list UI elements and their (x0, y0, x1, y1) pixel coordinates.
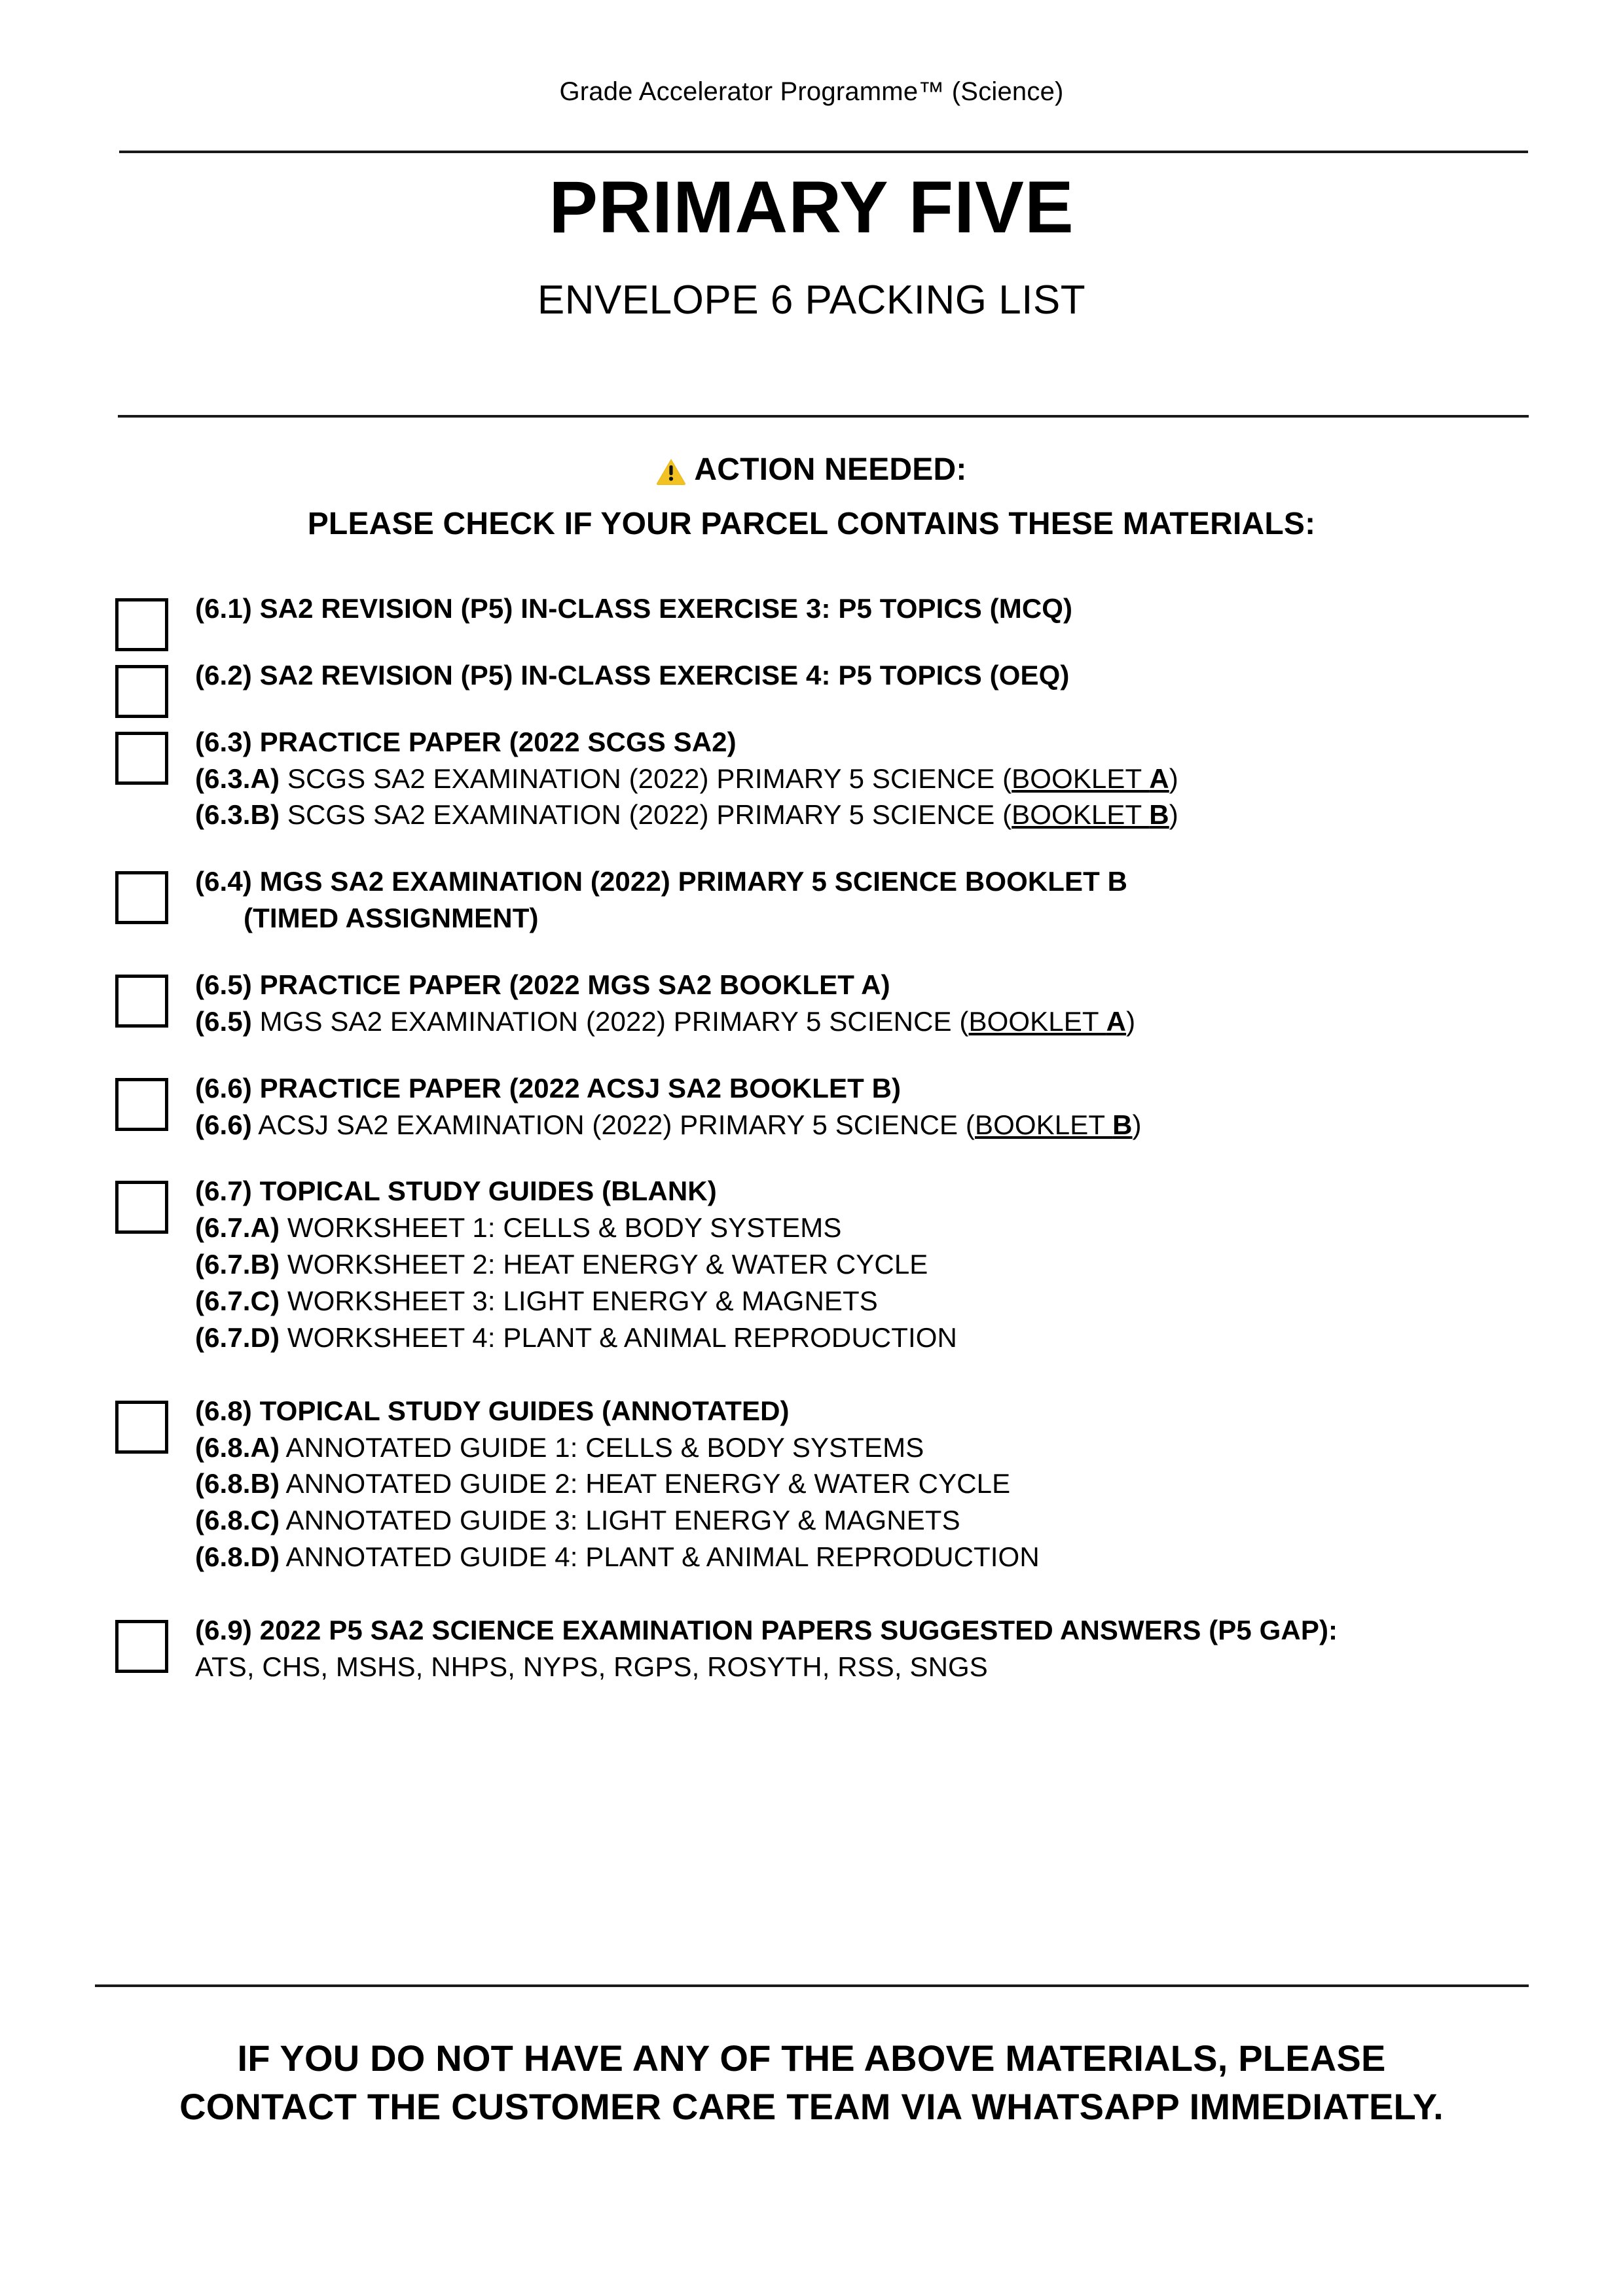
programme-header: Grade Accelerator Programme™ (Science) (559, 77, 1064, 106)
item-line (195, 863, 1542, 900)
item-spacer (115, 1040, 1542, 1070)
item-number: (6.7.D) (195, 1321, 280, 1353)
item-line (195, 1539, 1542, 1575)
item-text: ANNOTATED GUIDE 2: HEAT ENERGY & WATER CYCLE (280, 1468, 1011, 1499)
item-text: TOPICAL STUDY GUIDES (BLANK) (251, 1175, 717, 1207)
checkbox-6.4[interactable] (115, 871, 168, 924)
item-number: (6.3.B) (195, 799, 280, 831)
action-instruction: PLEASE CHECK IF YOUR PARCEL CONTAINS THESE MATERIALS: (307, 507, 1316, 541)
checklist-item-6.6 (115, 1070, 1542, 1143)
item-text-tail: ) (1132, 1109, 1142, 1140)
action-needed-label: ACTION NEEDED: (694, 452, 967, 487)
header-divider-top (119, 151, 1528, 153)
item-text: SA2 REVISION (P5) IN-CLASS EXERCISE 4: P5 TOPICS (OEQ) (251, 659, 1070, 691)
header-divider-bottom (118, 415, 1529, 418)
checkbox-6.6[interactable] (115, 1078, 168, 1131)
item-spacer (115, 1143, 1542, 1173)
item-text: ACSJ SA2 EXAMINATION (2022) PRIMARY 5 SCIENCE ( (251, 1109, 975, 1140)
item-number: (6.1) (195, 593, 252, 624)
item-spacer (115, 627, 1542, 657)
item-number: (6.8.B) (195, 1468, 280, 1499)
item-text: ATS, CHS, MSHS, NHPS, NYPS, RGPS, ROSYTH, RSS, SNGS (195, 1651, 988, 1682)
checklist-item-6.4 (115, 863, 1542, 937)
item-number: (6.6) (195, 1072, 252, 1103)
footer-divider (95, 1984, 1529, 1987)
item-number: (6.7.B) (195, 1249, 280, 1280)
item-text: ANNOTATED GUIDE 1: CELLS & BODY SYSTEMS (280, 1431, 924, 1463)
item-text: SCGS SA2 EXAMINATION (2022) PRIMARY 5 SCIENCE ( (280, 762, 1012, 794)
item-number: (6.9) (195, 1615, 252, 1646)
warning-triangle-icon (656, 457, 686, 485)
item-number: (6.6) (195, 1109, 252, 1140)
item-line (195, 724, 1542, 761)
item-text: WORKSHEET 4: PLANT & ANIMAL REPRODUCTION (280, 1321, 957, 1353)
action-banner (0, 452, 1623, 542)
item-number: (6.7.C) (195, 1285, 280, 1317)
item-line (195, 761, 1542, 797)
item-line (195, 1502, 1542, 1539)
footer-notice (0, 2034, 1623, 2132)
item-number: (6.3) (195, 726, 252, 757)
item-text: TOPICAL STUDY GUIDES (ANNOTATED) (251, 1395, 790, 1426)
item-line (195, 1173, 1542, 1210)
materials-checklist (115, 590, 1542, 1685)
item-text: SCGS SA2 EXAMINATION (2022) PRIMARY 5 SCIENCE ( (280, 799, 1012, 831)
item-line (195, 1429, 1542, 1466)
item-line (195, 590, 1542, 627)
checkbox-6.1[interactable] (115, 598, 168, 651)
item-line (195, 1393, 1542, 1429)
booklet-letter: B (1112, 1109, 1133, 1140)
item-line (195, 1283, 1542, 1319)
item-line (195, 1649, 1542, 1685)
item-line (195, 1003, 1542, 1040)
item-line (195, 1210, 1542, 1246)
page-subtitle: ENVELOPE 6 PACKING LIST (537, 277, 1086, 323)
item-line (195, 967, 1542, 1003)
checkbox-6.2[interactable] (115, 665, 168, 718)
booklet-letter: A (1106, 1005, 1127, 1037)
checklist-item-6.3 (115, 724, 1542, 834)
item-spacer (115, 937, 1542, 967)
item-line (195, 657, 1542, 694)
item-line (195, 1319, 1542, 1356)
item-text: WORKSHEET 1: CELLS & BODY SYSTEMS (280, 1212, 842, 1244)
page-title: PRIMARY FIVE (549, 166, 1074, 248)
checkbox-6.7[interactable] (115, 1181, 168, 1234)
item-text: WORKSHEET 2: HEAT ENERGY & WATER CYCLE (280, 1249, 928, 1280)
item-text: MGS SA2 EXAMINATION (2022) PRIMARY 5 SCIENCE BOOKLET B (251, 866, 1128, 897)
item-text: (TIMED ASSIGNMENT) (244, 903, 539, 934)
item-number: (6.2) (195, 659, 252, 691)
item-number: (6.5) (195, 969, 252, 1001)
title-block (0, 166, 1623, 323)
item-text: SA2 REVISION (P5) IN-CLASS EXERCISE 3: P5 TOPICS (MCQ) (251, 593, 1073, 624)
checklist-item-6.9 (115, 1612, 1542, 1685)
item-number: (6.3.A) (195, 762, 280, 794)
checklist-item-6.1 (115, 590, 1542, 627)
checkbox-6.9[interactable] (115, 1620, 168, 1673)
booklet-letter: B (1149, 799, 1169, 831)
item-number: (6.8) (195, 1395, 252, 1426)
item-number: (6.8.D) (195, 1541, 280, 1573)
item-number: (6.4) (195, 866, 252, 897)
checklist-item-6.2 (115, 657, 1542, 694)
item-number: (6.7) (195, 1175, 252, 1207)
checkbox-6.3[interactable] (115, 732, 168, 785)
item-spacer (115, 694, 1542, 724)
checklist-item-6.5 (115, 967, 1542, 1040)
footer-line-2: CONTACT THE CUSTOMER CARE TEAM VIA WHATSAPP IMMEDIATELY. (179, 2086, 1444, 2128)
booklet-label: BOOKLET (974, 1109, 1113, 1140)
item-number: (6.5) (195, 1005, 252, 1037)
item-number: (6.8.C) (195, 1505, 280, 1536)
item-line (195, 1465, 1542, 1502)
item-line (195, 1107, 1542, 1143)
action-needed-row (0, 452, 1623, 488)
booklet-letter: A (1149, 762, 1169, 794)
item-text-tail: ) (1169, 762, 1178, 794)
checklist-item-6.7 (115, 1173, 1542, 1355)
item-text: PRACTICE PAPER (2022 MGS SA2 BOOKLET A) (251, 969, 890, 1001)
item-text: MGS SA2 EXAMINATION (2022) PRIMARY 5 SCIENCE ( (251, 1005, 969, 1037)
checklist-item-6.8 (115, 1393, 1542, 1575)
item-text: PRACTICE PAPER (2022 SCGS SA2) (251, 726, 737, 757)
checkbox-6.5[interactable] (115, 975, 168, 1028)
item-text-tail: ) (1169, 799, 1178, 831)
item-spacer (115, 833, 1542, 863)
item-line (195, 900, 1542, 937)
item-number: (6.8.A) (195, 1431, 280, 1463)
item-line (195, 797, 1542, 833)
item-text-tail: ) (1126, 1005, 1136, 1037)
checkbox-6.8[interactable] (115, 1401, 168, 1454)
item-spacer (115, 1575, 1542, 1612)
booklet-label: BOOKLET (968, 1005, 1106, 1037)
booklet-label: BOOKLET (1012, 762, 1150, 794)
footer-line-1: IF YOU DO NOT HAVE ANY OF THE ABOVE MATERIALS, PLEASE (237, 2037, 1386, 2079)
item-text: ANNOTATED GUIDE 4: PLANT & ANIMAL REPRODUCTION (280, 1541, 1040, 1573)
item-number: (6.7.A) (195, 1212, 280, 1244)
booklet-label: BOOKLET (1012, 799, 1150, 831)
item-line (195, 1612, 1542, 1649)
item-text: 2022 P5 SA2 SCIENCE EXAMINATION PAPERS SUGGESTED ANSWERS (P5 GAP): (251, 1615, 1338, 1646)
item-text: ANNOTATED GUIDE 3: LIGHT ENERGY & MAGNETS (280, 1505, 960, 1536)
item-line (195, 1246, 1542, 1283)
item-text: WORKSHEET 3: LIGHT ENERGY & MAGNETS (280, 1285, 878, 1317)
item-text: PRACTICE PAPER (2022 ACSJ SA2 BOOKLET B) (251, 1072, 902, 1103)
item-spacer (115, 1356, 1542, 1393)
item-line (195, 1070, 1542, 1107)
